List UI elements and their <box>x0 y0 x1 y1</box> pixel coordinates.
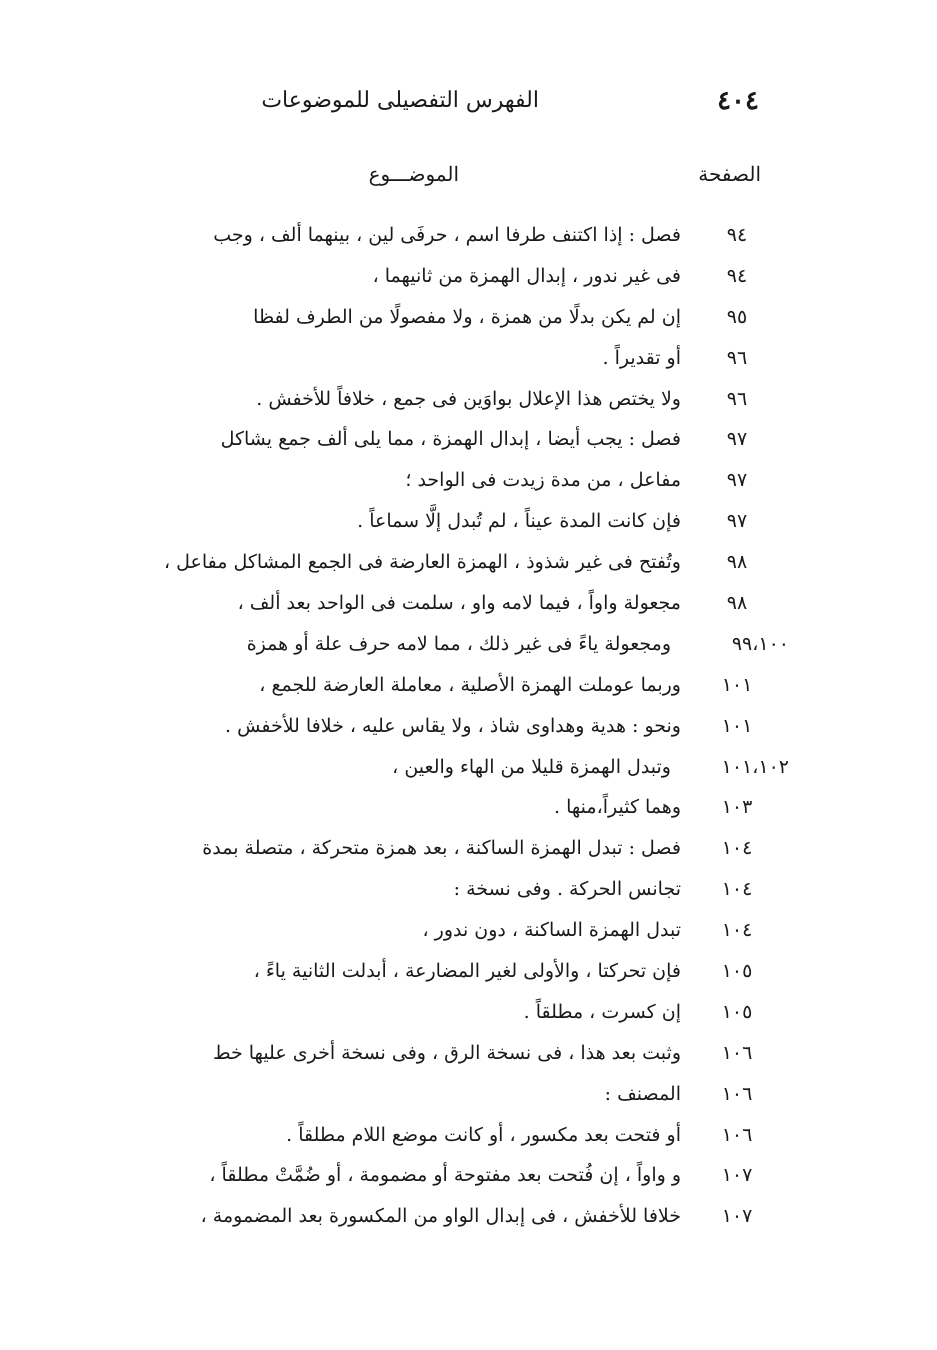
entry-page-number: ١٠٦ <box>721 1082 753 1105</box>
entry-page-number: ١٠٧ <box>721 1205 753 1228</box>
entry-topic-text: ولا يختص هذا الإعلال بواوَين فى جمع ، خلافاً للأخفش . <box>256 387 681 410</box>
entry-topic-text: إن لم يكن بدلًا من همزة ، ولا مفصولًا من الطرف لفظا <box>253 305 681 328</box>
entry-topic-text: تبدل الهمزة الساكنة ، دون ندور ، <box>422 919 681 942</box>
entry-page-number: ٩٧ <box>726 428 748 451</box>
index-entry <box>150 1118 767 1159</box>
entry-topic-text: تجانس الحركة . وفى نسخة : <box>453 878 681 901</box>
entry-page-number: ٩٨ <box>726 592 748 615</box>
topic-column-header: الموضـــوع <box>368 162 459 186</box>
entry-page-number: ١٠٥ <box>721 1000 753 1023</box>
entry-topic-text: فصل : إذا اكتنف طرفا اسم ، حرفَى لين ، بينهما ألف ، وجب <box>213 224 681 246</box>
entry-page-number: ١٠١ <box>721 673 753 696</box>
index-entry <box>150 709 767 750</box>
entry-topic-text: ومجعولة ياءً فى غير ذلك ، مما لامه حرف علة أو همزة <box>246 632 671 655</box>
entry-page-number: ٩٤ <box>726 264 748 287</box>
index-entry <box>150 1077 767 1118</box>
entry-topic-text: أو تقديراً . <box>602 346 681 369</box>
entry-topic-text: و واواً ، إن فُتحت بعد مفتوحة أو مضمومة ، أو ضُمَّتْ مطلقاً ، <box>209 1164 681 1187</box>
entry-page-number: ١٠٧ <box>721 1164 753 1187</box>
page-number: ٤٠٤ <box>717 86 759 116</box>
entry-topic-text: فى غير ندور ، إبدال الهمزة من ثانيهما ، <box>372 264 681 287</box>
entry-topic-text: فصل : تبدل الهمزة الساكنة ، بعد همزة متحركة ، متصلة بمدة <box>202 837 681 860</box>
entry-topic-text: وثبت بعد هذا ، فى نسخة الرق ، وفى نسخة أخرى عليها خط <box>212 1041 681 1064</box>
index-entry <box>150 913 767 954</box>
index-entry <box>150 1199 767 1240</box>
entry-page-number: ٩٩،١٠٠ <box>731 632 789 655</box>
index-entry <box>150 218 767 259</box>
index-entry <box>150 750 789 791</box>
entry-page-number: ١٠٣ <box>721 796 753 819</box>
entry-topic-text: إن كسرت ، مطلقاً . <box>523 1000 681 1023</box>
entry-page-number: ٩٤ <box>726 224 748 246</box>
index-entry <box>150 668 767 709</box>
index-entry <box>150 790 767 831</box>
entry-topic-text: وهما كثيراً،منها . <box>554 796 681 819</box>
entry-page-number: ١٠١،١٠٢ <box>721 755 789 778</box>
page-title: الفهرس التفصيلى للموضوعات <box>261 88 539 113</box>
entry-page-number: ٩٦ <box>726 387 748 410</box>
entry-page-number: ١٠١ <box>721 714 753 737</box>
entry-page-number: ١٠٦ <box>721 1041 753 1064</box>
entry-topic-text: أو فتحت بعد مكسور ، أو كانت موضع اللام مطلقاً . <box>286 1123 681 1146</box>
index-entry <box>150 382 767 423</box>
entry-page-number: ٩٦ <box>726 346 748 369</box>
entry-page-number: ٩٧ <box>726 469 748 492</box>
index-entry <box>150 300 767 341</box>
entry-page-number: ٩٨ <box>726 551 748 574</box>
index-entry <box>150 627 789 668</box>
entry-page-number: ٩٥ <box>726 305 748 328</box>
entry-topic-text: وربما عوملت الهمزة الأصلية ، معاملة العارضة للجمع ، <box>259 673 681 696</box>
entry-page-number: ١٠٥ <box>721 960 753 983</box>
entry-page-number: ١٠٤ <box>721 878 753 901</box>
entry-topic-text: مجعولة واواً ، فيما لامه واو ، سلمت فى الواحد بعد ألف ، <box>237 592 681 615</box>
index-entry <box>150 831 767 872</box>
entry-topic-text: فإن تحركتا ، والأولى لغير المضارعة ، أبدلت الثانية ياءً ، <box>253 960 681 983</box>
index-entry <box>150 954 767 995</box>
entry-page-number: ١٠٦ <box>721 1123 753 1146</box>
index-entry <box>150 995 767 1036</box>
index-entry <box>150 872 767 913</box>
entry-topic-text: وتبدل الهمزة قليلا من الهاء والعين ، <box>392 755 671 778</box>
index-entry <box>150 504 767 545</box>
entry-topic-text: فإن كانت المدة عيناً ، لم تُبدل إلَّا سماعاً . <box>357 510 681 533</box>
index-entry <box>150 463 767 504</box>
entry-topic-text: ونحو : هدية وهداوى شاذ ، ولا يقاس عليه ، خلافا للأخفش . <box>225 714 681 737</box>
index-entry <box>150 586 767 627</box>
index-entry <box>150 422 767 463</box>
entry-topic-text: مفاعل ، من مدة زيدت فى الواحد ؛ <box>405 469 681 492</box>
entry-topic-text: خلافا للأخفش ، فى إبدال الواو من المكسورة بعد المضمومة ، <box>200 1205 681 1228</box>
running-head <box>160 86 759 122</box>
index-entries <box>150 218 789 1240</box>
index-entry <box>150 545 767 586</box>
entry-topic-text: المصنف : <box>604 1082 681 1105</box>
entry-page-number: ٩٧ <box>726 510 748 533</box>
entry-topic-text: فصل : يجب أيضا ، إبدال الهمزة ، مما يلى ألف جمع يشاكل <box>220 428 681 451</box>
index-entry <box>150 1158 767 1199</box>
entry-topic-text: وتُفتح فى غير شذوذ ، الهمزة العارضة فى الجمع المشاكل مفاعل ، <box>163 551 681 574</box>
entry-page-number: ١٠٤ <box>721 919 753 942</box>
entry-page-number: ١٠٤ <box>721 837 753 860</box>
index-entry <box>150 341 767 382</box>
index-entry <box>150 259 767 300</box>
index-entry <box>150 1036 767 1077</box>
page-column-header: الصفحة <box>698 162 761 186</box>
